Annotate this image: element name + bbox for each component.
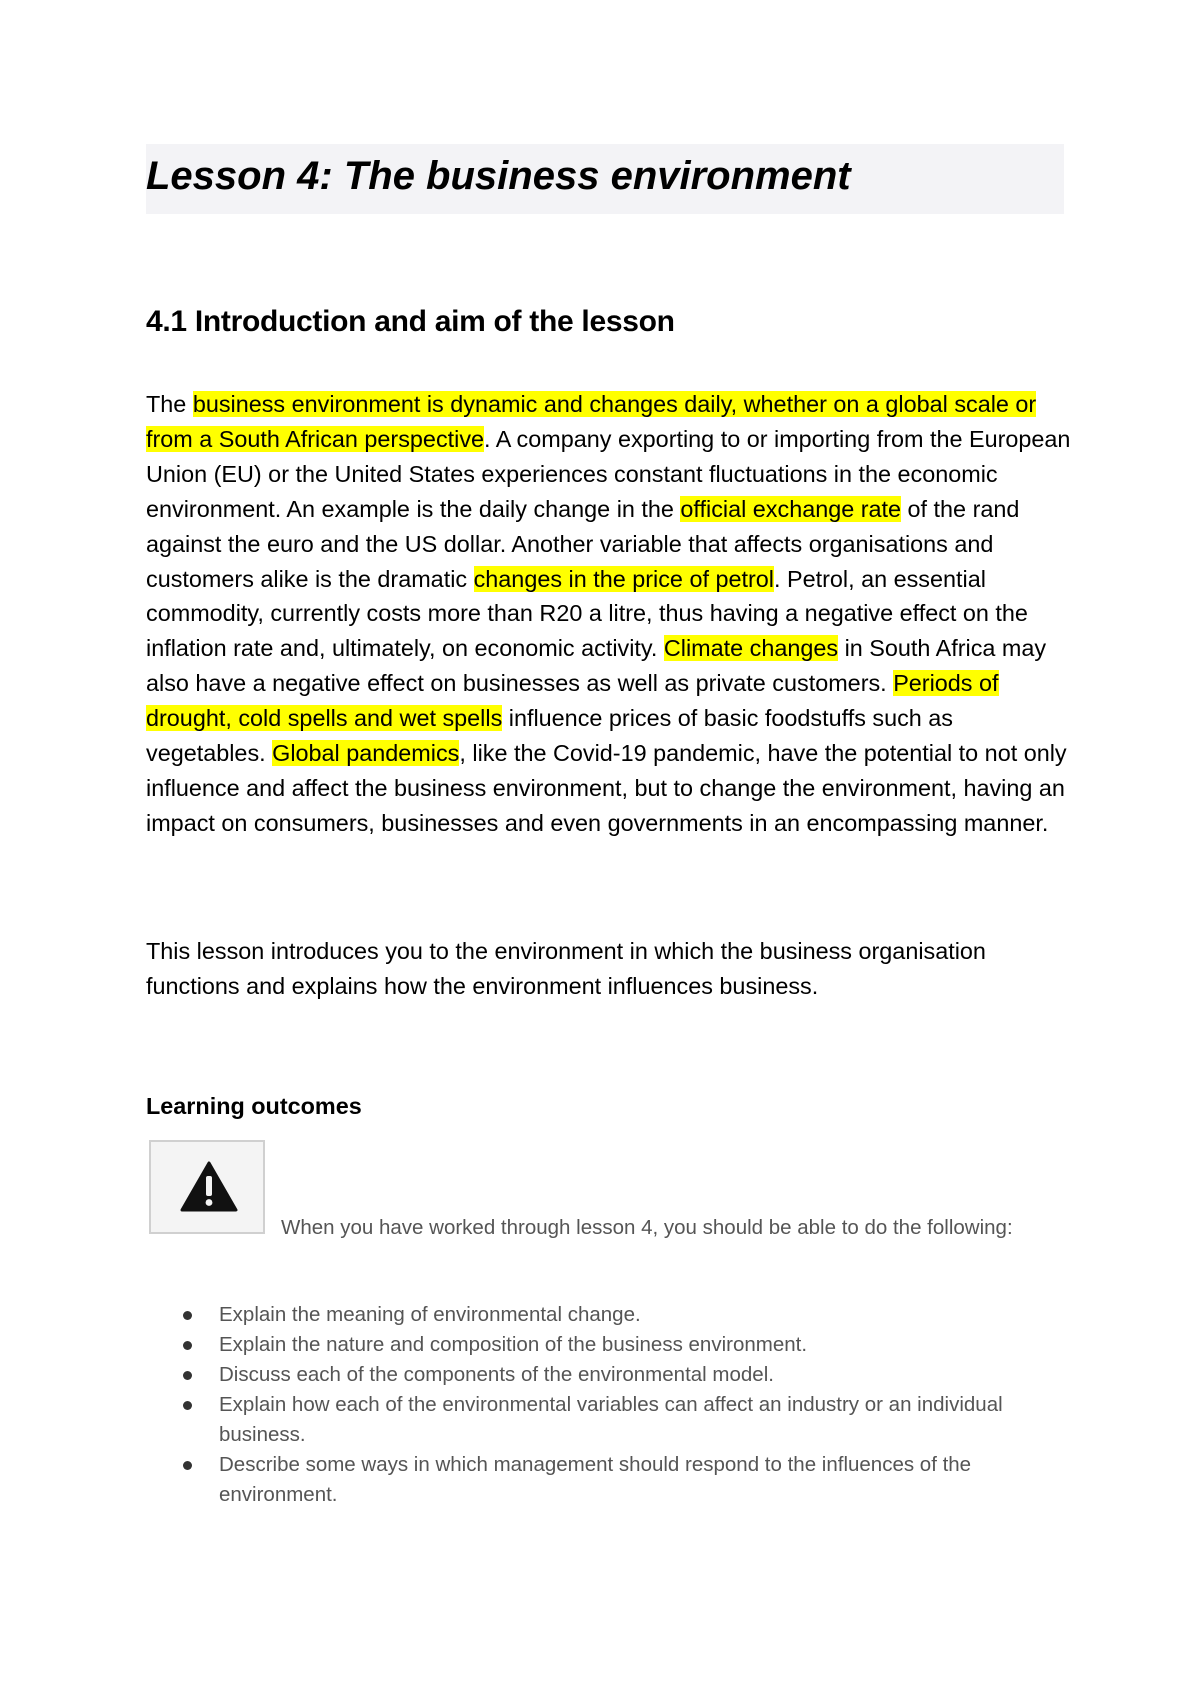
bullet-icon — [183, 1371, 192, 1380]
list-item — [146, 1450, 1046, 1510]
text-run: in South Africa may also have a negative effect on businesses as well as private customers. — [146, 635, 1047, 697]
page-title: Lesson 4: The business environment — [146, 154, 851, 198]
highlighted-text: official exchange rate — [680, 495, 902, 522]
list-item-text: Explain the meaning of environmental change. — [219, 1303, 641, 1326]
title-banner — [146, 144, 1064, 214]
list-item-text: Explain how each of the environmental variables can affect an industry or an individual business. — [219, 1393, 1003, 1446]
highlighted-text: changes in the price of petrol — [473, 565, 774, 592]
bullet-icon — [183, 1461, 192, 1470]
list-item-text: Discuss each of the components of the environmental model. — [219, 1363, 774, 1386]
highlighted-text: Climate changes — [663, 635, 839, 662]
highlighted-text: Periods of drought, cold spells and wet spells — [146, 670, 999, 732]
learning-outcomes-list — [146, 1300, 1046, 1510]
text-run: . A company exporting to or importing from the European Union (EU) or the United States experiences constant fluctuations in the economic environment. An example is the daily change in the — [146, 425, 1071, 522]
bullet-icon — [183, 1311, 192, 1320]
learning-outcomes-intro: When you have worked through lesson 4, you should be able to do the following: — [281, 1216, 1013, 1239]
list-item-text: Explain the nature and composition of the business environment. — [219, 1333, 808, 1356]
intro-paragraph — [146, 387, 1076, 841]
text-run: . Petrol, an essential commodity, currently costs more than R20 a litre, thus having a negative effect on the inflation rate and, ultimately, on economic activity. — [146, 565, 1028, 662]
list-item — [146, 1330, 1046, 1360]
bullet-icon — [183, 1341, 192, 1350]
text-run: influence prices of basic foodstuffs such as vegetables. — [146, 705, 954, 767]
learning-outcomes-heading: Learning outcomes — [146, 1093, 362, 1119]
highlighted-text: Global pandemics — [272, 740, 460, 767]
list-item — [146, 1300, 1046, 1330]
list-item — [146, 1360, 1046, 1390]
warning-icon — [180, 1161, 238, 1213]
text-run: The — [146, 391, 193, 417]
section-heading: 4.1 Introduction and aim of the lesson — [146, 305, 675, 338]
list-item — [146, 1390, 1046, 1450]
text-run: , like the Covid-19 pandemic, have the potential to not only influence and affect the business environment, but to change the environment, having an impact on consumers, businesses and even governments in an encompassing manner. — [146, 740, 1067, 836]
lesson-summary-paragraph: This lesson introduces you to the environment in which the business organisation functions and explains how the environment influences business. — [146, 938, 986, 999]
text-run: of the rand against the euro and the US dollar. Another variable that affects organisations and customers alike is the dramatic — [146, 495, 1020, 592]
highlighted-text: business environment is dynamic and changes daily, whether on a global scale or from a South African perspective — [146, 391, 1037, 452]
list-item-text: Describe some ways in which management should respond to the influences of the environment. — [219, 1453, 972, 1506]
bullet-icon — [183, 1401, 192, 1410]
